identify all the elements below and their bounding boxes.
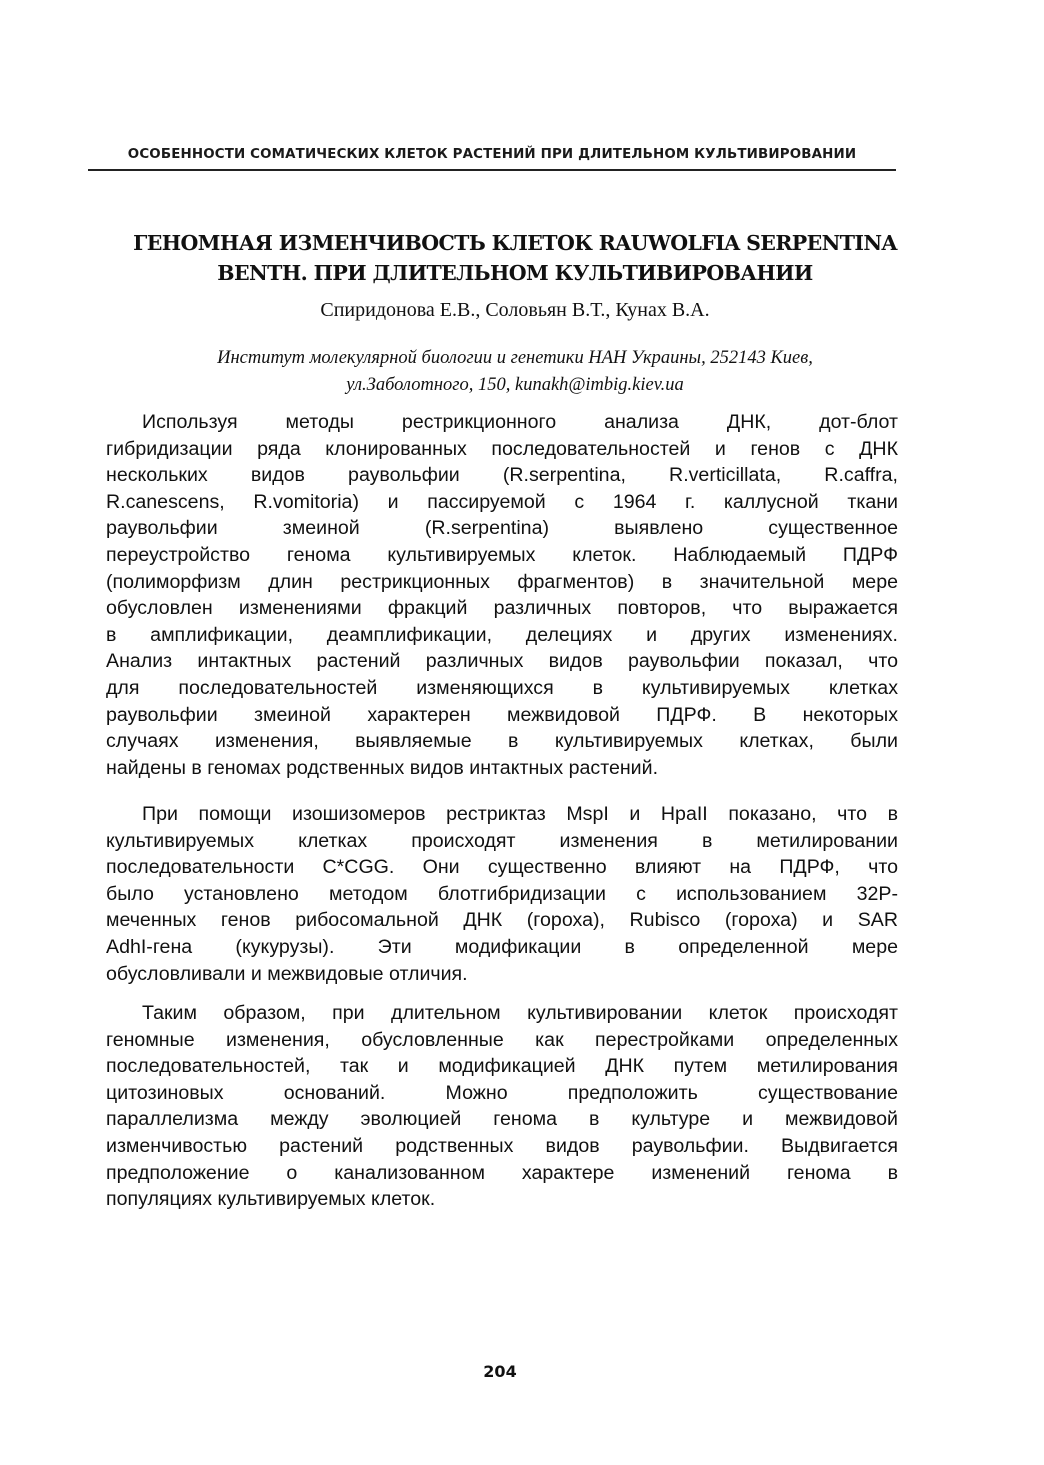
article-title xyxy=(100,228,930,288)
running-head-rule xyxy=(88,169,896,171)
text-line: для последовательностей изменяющихся в культивируемых клетках xyxy=(106,676,898,699)
text-line: было установлено методом блотгибридизации с использованием 32P- xyxy=(106,882,898,905)
paragraph-2 xyxy=(106,801,898,987)
text-line: предположение о канализованном характере изменений генома в xyxy=(106,1161,898,1184)
text-line: популяциях культивируемых клеток. xyxy=(106,1188,436,1211)
paragraph-3 xyxy=(106,1000,898,1213)
article-affiliation xyxy=(100,345,930,399)
text-line: цитозиновых оснований. Можно предположить существование xyxy=(106,1081,898,1104)
text-line: гибридизации ряда клонированных последовательностей и генов с ДНК xyxy=(106,437,898,460)
text-line: обусловлен изменениями фракций различных повторов, что выражается xyxy=(106,597,898,620)
text-line: Таким образом, при длительном культивировании клеток происходят xyxy=(142,1002,898,1024)
text-line: раувольфии змеиной характерен межвидовой ПДРФ. В некоторых xyxy=(106,703,898,726)
text-line: случаях изменения, выявляемые в культивируемых клетках, были xyxy=(106,730,898,753)
article-title-line: ГЕНОМНАЯ ИЗМЕНЧИВОСТЬ КЛЕТОК RAUWOLFIA SERPENTINA xyxy=(133,231,897,255)
text-line: последовательностей, так и модификацией ДНК путем метилирования xyxy=(106,1055,898,1078)
text-line: При помощи изошизомеров рестриктаз MspI и HpaII показано, что в xyxy=(142,803,898,825)
text-line: геномные изменения, обусловленные как перестройками определенных xyxy=(106,1028,898,1051)
text-line: в амплификации, деамплификации, делециях и других изменениях. xyxy=(106,623,898,646)
text-line: раувольфии змеиной (R.serpentina) выявлено существенное xyxy=(106,517,898,540)
text-line: переустройство генома культивируемых клеток. Наблюдаемый ПДРФ xyxy=(106,543,898,566)
paragraph-1 xyxy=(106,409,898,781)
text-line: меченных генов рибосомальной ДНК (гороха), Rubisco (гороха) и SAR xyxy=(106,909,898,932)
text-line: R.canescens, R.vomitoria) и пассируемой с 1964 г. каллусной ткани xyxy=(106,490,898,513)
text-line: последовательности C*CGG. Они существенно влияют на ПДРФ, что xyxy=(106,856,898,879)
text-line: (полиморфизм длин рестрикционных фрагментов) в значительной мере xyxy=(106,570,898,593)
text-line: Используя методы рестрикционного анализа ДНК, дот-блот xyxy=(142,411,898,433)
text-line: AdhI-гена (кукурузы). Эти модификации в определенной мере xyxy=(106,935,898,958)
affiliation-line: Институт молекулярной биологии и генетики НАН Украины, 252143 Киев, xyxy=(217,348,813,368)
text-line: найдены в геномах родственных видов интактных растений. xyxy=(106,756,659,779)
running-head: ОСОБЕННОСТИ СОМАТИЧЕСКИХ КЛЕТОК РАСТЕНИЙ ПРИ ДЛИТЕЛЬНОМ КУЛЬТИВИРОВАНИИ xyxy=(127,147,857,162)
text-line: параллелизма между эволюцией генома в культуре и межвидовой xyxy=(106,1108,898,1131)
affiliation-line: ул.Заболотного, 150, kunakh@imbig.kiev.ua xyxy=(346,375,684,395)
article-authors: Спиридонова Е.В., Соловьян В.Т., Кунах В.А. xyxy=(320,299,710,321)
text-line: изменчивостью растений родственных видов раувольфии. Выдвигается xyxy=(106,1134,898,1157)
text-line: обусловливали и межвидовые отличия. xyxy=(106,962,468,985)
page-number: 204 xyxy=(483,1362,517,1381)
text-line: культивируемых клетках происходят изменения в метилировании xyxy=(106,829,898,852)
text-line: нескольких видов раувольфии (R.serpentina, R.verticillata, R.caffra, xyxy=(106,464,898,487)
text-line: Анализ интактных растений различных видов раувольфии показал, что xyxy=(106,650,898,673)
article-title-line: BENTH. ПРИ ДЛИТЕЛЬНОМ КУЛЬТИВИРОВАНИИ xyxy=(217,261,813,285)
